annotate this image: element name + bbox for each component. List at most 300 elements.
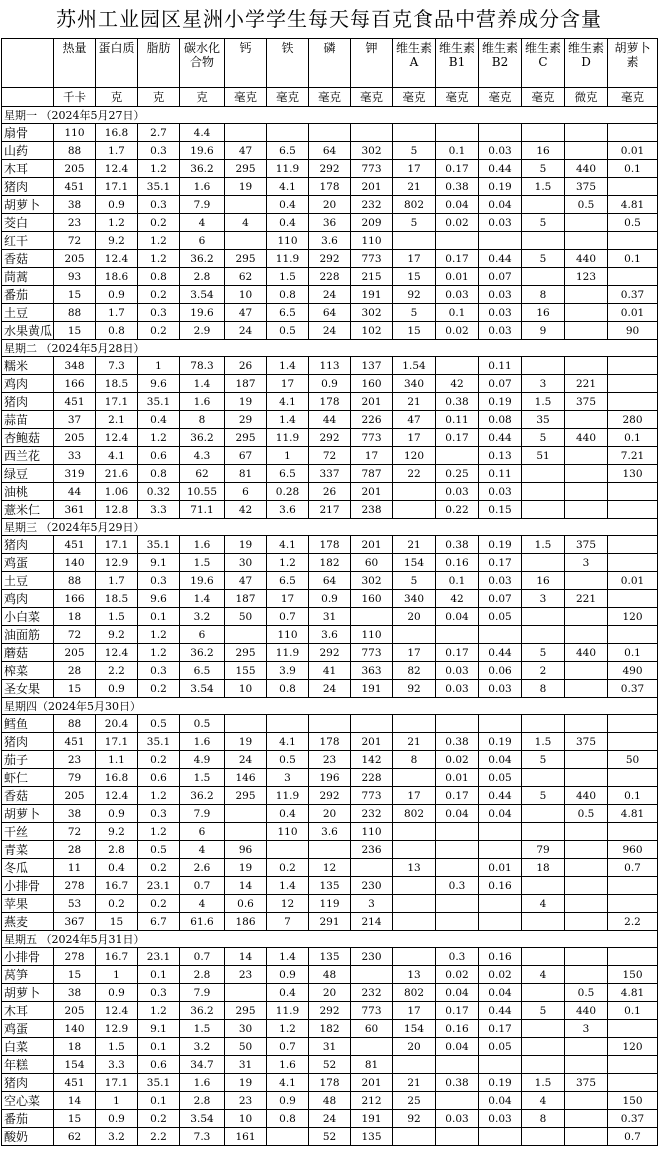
column-header: 钾 (351, 39, 393, 88)
nutrient-value: 1 (96, 1092, 138, 1110)
nutrient-value: 1.5 (522, 1074, 565, 1092)
nutrient-value (436, 715, 479, 733)
nutrient-value: 2.8 (180, 966, 225, 984)
nutrient-value: 0.2 (138, 680, 180, 698)
food-row (2, 214, 658, 232)
nutrient-value: 0.3 (436, 948, 479, 966)
food-name: 燕麦 (2, 913, 54, 931)
nutrient-value: 0.38 (436, 393, 479, 411)
nutrient-value: 52 (309, 1056, 351, 1074)
nutrient-value: 0.9 (96, 984, 138, 1002)
nutrient-value: 11.9 (267, 787, 309, 805)
nutrient-value: 0.05 (479, 608, 522, 626)
unit-cell: 毫克 (393, 88, 436, 107)
food-name: 胡萝卜 (2, 805, 54, 823)
nutrient-value: 187 (225, 590, 267, 608)
nutrient-value: 6.5 (267, 572, 309, 590)
nutrient-value (522, 1020, 565, 1038)
nutrient-value: 130 (608, 465, 658, 483)
food-name: 猪肉 (2, 1074, 54, 1092)
nutrient-value: 773 (351, 429, 393, 447)
nutrient-value: 18 (522, 859, 565, 877)
food-name: 薏米仁 (2, 501, 54, 519)
nutrient-value: 302 (351, 572, 393, 590)
nutrient-value: 17.1 (96, 536, 138, 554)
nutrient-value (565, 841, 608, 859)
nutrient-value: 1.2 (138, 429, 180, 447)
nutrient-value: 62 (225, 268, 267, 286)
nutrient-value: 9.6 (138, 590, 180, 608)
nutrient-value: 0.7 (180, 948, 225, 966)
nutrient-value: 278 (54, 877, 96, 895)
nutrient-value: 0.25 (436, 465, 479, 483)
nutrient-value (393, 483, 436, 501)
nutrient-value (436, 1092, 479, 1110)
nutrient-value: 0.44 (479, 160, 522, 178)
nutrient-value (565, 751, 608, 769)
food-row (2, 859, 658, 877)
food-name: 土豆 (2, 304, 54, 322)
nutrient-value: 232 (351, 984, 393, 1002)
column-header: 铁 (267, 39, 309, 88)
food-name: 空心菜 (2, 1092, 54, 1110)
nutrient-value: 72 (54, 626, 96, 644)
column-header: 维生素B2 (479, 39, 522, 88)
nutrient-value: 135 (309, 948, 351, 966)
nutrient-value: 187 (225, 375, 267, 393)
nutrient-value: 16 (522, 142, 565, 160)
food-row (2, 572, 658, 590)
nutrient-value: 12 (309, 859, 351, 877)
nutrient-value: 0.9 (96, 196, 138, 214)
nutrient-value: 1.5 (180, 554, 225, 572)
nutrient-value (608, 626, 658, 644)
nutrient-value: 18 (54, 1038, 96, 1056)
nutrient-value: 451 (54, 1074, 96, 1092)
nutrient-value: 0.17 (436, 787, 479, 805)
food-name: 白菜 (2, 1038, 54, 1056)
food-name: 苹果 (2, 895, 54, 913)
nutrient-value: 4.1 (96, 447, 138, 465)
nutrient-value: 24 (309, 322, 351, 340)
nutrient-value: 0.44 (479, 644, 522, 662)
nutrient-value: 0.02 (436, 214, 479, 232)
nutrient-value: 0.01 (436, 268, 479, 286)
nutrient-value: 12.4 (96, 1002, 138, 1020)
food-name: 扇骨 (2, 124, 54, 142)
food-name: 酸奶 (2, 1128, 54, 1146)
nutrient-value: 24 (225, 751, 267, 769)
nutrient-value: 2.8 (180, 1092, 225, 1110)
nutrient-value: 113 (309, 357, 351, 375)
nutrient-value: 11.9 (267, 1002, 309, 1020)
nutrient-value: 0.5 (138, 841, 180, 859)
nutrient-value: 0.2 (138, 214, 180, 232)
nutrient-value: 1.5 (522, 178, 565, 196)
nutrient-value: 12.4 (96, 429, 138, 447)
nutrient-value (565, 357, 608, 375)
nutrient-value: 0.1 (608, 160, 658, 178)
nutrient-value: 221 (565, 375, 608, 393)
nutrient-value: 0.9 (96, 680, 138, 698)
nutrient-value: 1.4 (267, 877, 309, 895)
nutrient-value: 302 (351, 304, 393, 322)
nutrient-value: 201 (351, 536, 393, 554)
nutrient-value (565, 662, 608, 680)
nutrient-value (522, 232, 565, 250)
nutrient-value (608, 232, 658, 250)
nutrient-value: 6.5 (267, 465, 309, 483)
nutrient-value (479, 913, 522, 931)
nutrient-value (522, 626, 565, 644)
nutrient-value: 6 (180, 823, 225, 841)
nutrient-value: 348 (54, 357, 96, 375)
food-row (2, 823, 658, 841)
nutrient-value: 21 (393, 1074, 436, 1092)
unit-cell: 毫克 (436, 88, 479, 107)
nutrient-value: 19 (225, 393, 267, 411)
food-name: 鸡蛋 (2, 1020, 54, 1038)
nutrient-value: 8 (522, 680, 565, 698)
nutrient-value: 291 (309, 913, 351, 931)
nutrient-value: 0.44 (479, 429, 522, 447)
nutrient-value: 18.5 (96, 590, 138, 608)
nutrient-value: 5 (522, 429, 565, 447)
nutrient-value: 217 (309, 501, 351, 519)
nutrient-value: 154 (393, 1020, 436, 1038)
nutrient-value: 0.02 (479, 966, 522, 984)
nutrient-value: 0.38 (436, 1074, 479, 1092)
nutrient-value (267, 715, 309, 733)
nutrient-value: 15 (54, 966, 96, 984)
food-name: 木耳 (2, 1002, 54, 1020)
nutrient-value: 230 (351, 877, 393, 895)
nutrient-value: 201 (351, 393, 393, 411)
food-name: 蒜苗 (2, 411, 54, 429)
nutrient-value: 36.2 (180, 160, 225, 178)
nutrient-value: 17 (267, 375, 309, 393)
food-row (2, 375, 658, 393)
nutrient-value (225, 823, 267, 841)
nutrient-value: 0.04 (436, 608, 479, 626)
nutrient-value: 36 (309, 214, 351, 232)
nutrient-value: 0.5 (608, 214, 658, 232)
nutrient-value: 120 (608, 1038, 658, 1056)
nutrient-value: 88 (54, 715, 96, 733)
nutrient-value (608, 178, 658, 196)
food-row (2, 841, 658, 859)
nutrient-value: 0.17 (436, 250, 479, 268)
nutrient-value: 0.37 (608, 1110, 658, 1128)
nutrient-value: 340 (393, 375, 436, 393)
nutrient-value (565, 1056, 608, 1074)
nutrient-value: 23 (225, 1092, 267, 1110)
nutrient-value: 0.1 (608, 787, 658, 805)
nutrient-value: 23 (309, 751, 351, 769)
food-row (2, 286, 658, 304)
nutrient-value: 375 (565, 393, 608, 411)
nutrient-value (225, 984, 267, 1002)
nutrient-value (608, 268, 658, 286)
nutrient-value: 292 (309, 429, 351, 447)
food-row (2, 626, 658, 644)
nutrient-value: 78.3 (180, 357, 225, 375)
page-title: 苏州工业园区星洲小学学生每天每百克食品中营养成分含量 (56, 7, 602, 31)
food-name: 香菇 (2, 250, 54, 268)
nutrient-value: 361 (54, 501, 96, 519)
nutrient-value: 21 (393, 393, 436, 411)
nutrient-value: 31 (225, 1056, 267, 1074)
nutrient-value: 35 (522, 411, 565, 429)
nutrient-value: 92 (393, 286, 436, 304)
nutrient-value: 0.04 (436, 984, 479, 1002)
nutrient-value: 9.1 (138, 554, 180, 572)
nutrient-value: 8 (522, 1110, 565, 1128)
nutrient-value (608, 536, 658, 554)
nutrient-value: 205 (54, 1002, 96, 1020)
food-row (2, 1056, 658, 1074)
nutrient-value: 146 (225, 769, 267, 787)
nutrient-value: 1.5 (180, 769, 225, 787)
food-name: 糯米 (2, 357, 54, 375)
nutrient-value (393, 1056, 436, 1074)
nutrient-value (522, 823, 565, 841)
food-name: 小排骨 (2, 948, 54, 966)
nutrient-value (522, 1056, 565, 1074)
nutrient-value (565, 626, 608, 644)
nutrient-value: 0.01 (608, 142, 658, 160)
nutrient-value (608, 357, 658, 375)
nutrient-value: 47 (393, 411, 436, 429)
nutrient-value: 50 (225, 608, 267, 626)
nutrient-value: 9.2 (96, 232, 138, 250)
unit-cell: 毫克 (351, 88, 393, 107)
nutrient-value: 0.1 (138, 1092, 180, 1110)
nutrient-value (565, 124, 608, 142)
nutrient-value: 0.1 (436, 304, 479, 322)
nutrient-value: 1.6 (180, 178, 225, 196)
nutrient-value: 15 (54, 680, 96, 698)
food-row (2, 608, 658, 626)
nutrient-value: 72 (54, 232, 96, 250)
nutrient-value: 1.2 (267, 1020, 309, 1038)
nutrient-value (393, 1128, 436, 1146)
nutrient-value: 123 (565, 268, 608, 286)
nutrient-value (479, 1056, 522, 1074)
nutrient-value: 19.6 (180, 304, 225, 322)
nutrient-value: 1.6 (180, 393, 225, 411)
nutrient-value: 60 (351, 1020, 393, 1038)
food-row (2, 966, 658, 984)
day-header-row (2, 107, 658, 124)
nutrient-value: 19 (225, 536, 267, 554)
column-header: 脂肪 (138, 39, 180, 88)
nutrient-value: 6.5 (180, 662, 225, 680)
nutrient-value: 10 (225, 286, 267, 304)
unit-cell: 微克 (565, 88, 608, 107)
food-row (2, 877, 658, 895)
nutrient-value: 15 (54, 322, 96, 340)
food-name: 胡萝卜 (2, 984, 54, 1002)
nutrient-value: 0.19 (479, 1074, 522, 1092)
nutrient-value: 0.08 (479, 411, 522, 429)
nutrient-value: 110 (267, 232, 309, 250)
nutrient-value (393, 841, 436, 859)
nutrient-value: 0.01 (608, 304, 658, 322)
food-name: 番茄 (2, 1110, 54, 1128)
nutrient-value: 178 (309, 1074, 351, 1092)
nutrient-value: 0.19 (479, 536, 522, 554)
nutrient-value: 4.3 (180, 447, 225, 465)
nutrient-value: 0.2 (96, 895, 138, 913)
nutrient-value: 161 (225, 1128, 267, 1146)
day-header-row (2, 698, 658, 715)
nutrient-value: 4.4 (180, 124, 225, 142)
nutrient-value: 1.2 (267, 554, 309, 572)
nutrient-value: 2.8 (96, 841, 138, 859)
nutrient-value: 1.2 (138, 626, 180, 644)
nutrient-value (608, 375, 658, 393)
nutrient-value: 178 (309, 393, 351, 411)
nutrient-value: 0.03 (479, 286, 522, 304)
food-row (2, 554, 658, 572)
nutrient-value (479, 626, 522, 644)
nutrient-value: 16 (522, 572, 565, 590)
nutrient-value (393, 769, 436, 787)
nutrient-value (565, 859, 608, 877)
nutrient-value: 1.4 (267, 411, 309, 429)
nutrient-value: 0.9 (309, 375, 351, 393)
nutrient-value: 5 (522, 214, 565, 232)
nutrient-value: 0.16 (479, 877, 522, 895)
nutrient-value: 5 (393, 304, 436, 322)
unit-row (2, 88, 658, 107)
nutrient-value: 38 (54, 805, 96, 823)
nutrient-value (522, 483, 565, 501)
food-name: 油面筋 (2, 626, 54, 644)
nutrient-value: 295 (225, 250, 267, 268)
nutrient-value: 4 (180, 895, 225, 913)
nutrient-value (436, 1128, 479, 1146)
nutrient-value: 38 (54, 196, 96, 214)
nutrient-value: 11.9 (267, 644, 309, 662)
nutrient-value: 6.7 (138, 913, 180, 931)
nutrient-value: 41 (309, 662, 351, 680)
nutrient-value: 295 (225, 644, 267, 662)
nutrient-value: 0.44 (479, 250, 522, 268)
nutrient-value: 8 (393, 751, 436, 769)
nutrient-value (565, 1038, 608, 1056)
nutrient-value: 4.1 (267, 733, 309, 751)
nutrient-value (436, 124, 479, 142)
nutrient-value: 64 (309, 572, 351, 590)
nutrient-value: 23.1 (138, 948, 180, 966)
food-name: 西兰花 (2, 447, 54, 465)
nutrient-value: 0.4 (267, 805, 309, 823)
nutrient-value: 0.1 (608, 1002, 658, 1020)
nutrient-value (608, 554, 658, 572)
nutrient-value: 42 (225, 501, 267, 519)
nutrient-value: 5 (393, 214, 436, 232)
nutrient-value: 20 (309, 984, 351, 1002)
nutrient-value: 773 (351, 644, 393, 662)
nutrient-value (608, 733, 658, 751)
nutrient-value: 960 (608, 841, 658, 859)
nutrient-value: 160 (351, 375, 393, 393)
nutrient-value (522, 554, 565, 572)
nutrient-value: 0.8 (267, 1110, 309, 1128)
nutrient-value: 201 (351, 733, 393, 751)
nutrient-value: 4 (225, 214, 267, 232)
nutrient-value: 6.5 (267, 304, 309, 322)
nutrient-value: 5 (522, 644, 565, 662)
nutrient-value (565, 501, 608, 519)
nutrient-value: 0.9 (96, 805, 138, 823)
food-name: 猪肉 (2, 733, 54, 751)
food-row (2, 1038, 658, 1056)
nutrient-value: 0.38 (436, 536, 479, 554)
nutrient-value: 4.9 (180, 751, 225, 769)
nutrient-value: 24 (225, 322, 267, 340)
nutrient-value: 81 (225, 465, 267, 483)
nutrient-value: 0.11 (479, 465, 522, 483)
nutrient-value: 11.9 (267, 429, 309, 447)
nutrient-value: 375 (565, 536, 608, 554)
nutrient-value: 1.6 (180, 733, 225, 751)
unit-cell: 毫克 (608, 88, 658, 107)
nutrient-value (565, 1128, 608, 1146)
nutrient-value (522, 1128, 565, 1146)
nutrient-value: 292 (309, 787, 351, 805)
nutrient-value: 3.6 (309, 626, 351, 644)
nutrient-value: 19 (225, 733, 267, 751)
nutrient-value (608, 393, 658, 411)
nutrient-value: 0.15 (479, 501, 522, 519)
nutrient-value: 24 (309, 680, 351, 698)
nutrient-value: 0.4 (267, 214, 309, 232)
nutrient-value: 36.2 (180, 787, 225, 805)
nutrient-value: 0.03 (479, 214, 522, 232)
food-row (2, 913, 658, 931)
nutrient-value: 363 (351, 662, 393, 680)
nutrient-value: 236 (351, 841, 393, 859)
nutrient-value: 0.19 (479, 393, 522, 411)
food-row (2, 644, 658, 662)
nutrient-value (267, 841, 309, 859)
nutrient-value: 1.4 (180, 375, 225, 393)
nutrient-value: 23 (54, 751, 96, 769)
food-row (2, 447, 658, 465)
nutrient-value: 155 (225, 662, 267, 680)
nutrient-value: 1.54 (393, 357, 436, 375)
column-header: 热量 (54, 39, 96, 88)
nutrient-value: 26 (225, 357, 267, 375)
nutrient-value: 0.04 (479, 751, 522, 769)
nutrient-value: 1.6 (180, 1074, 225, 1092)
unit-cell (2, 88, 54, 107)
food-name: 土豆 (2, 572, 54, 590)
nutrient-value: 60 (351, 554, 393, 572)
nutrient-value: 2.2 (138, 1128, 180, 1146)
food-row (2, 393, 658, 411)
nutrient-value: 451 (54, 733, 96, 751)
nutrient-value (309, 715, 351, 733)
nutrient-value (565, 948, 608, 966)
nutrient-value: 36.2 (180, 1002, 225, 1020)
food-row (2, 787, 658, 805)
nutrient-value (436, 895, 479, 913)
nutrient-value (565, 572, 608, 590)
